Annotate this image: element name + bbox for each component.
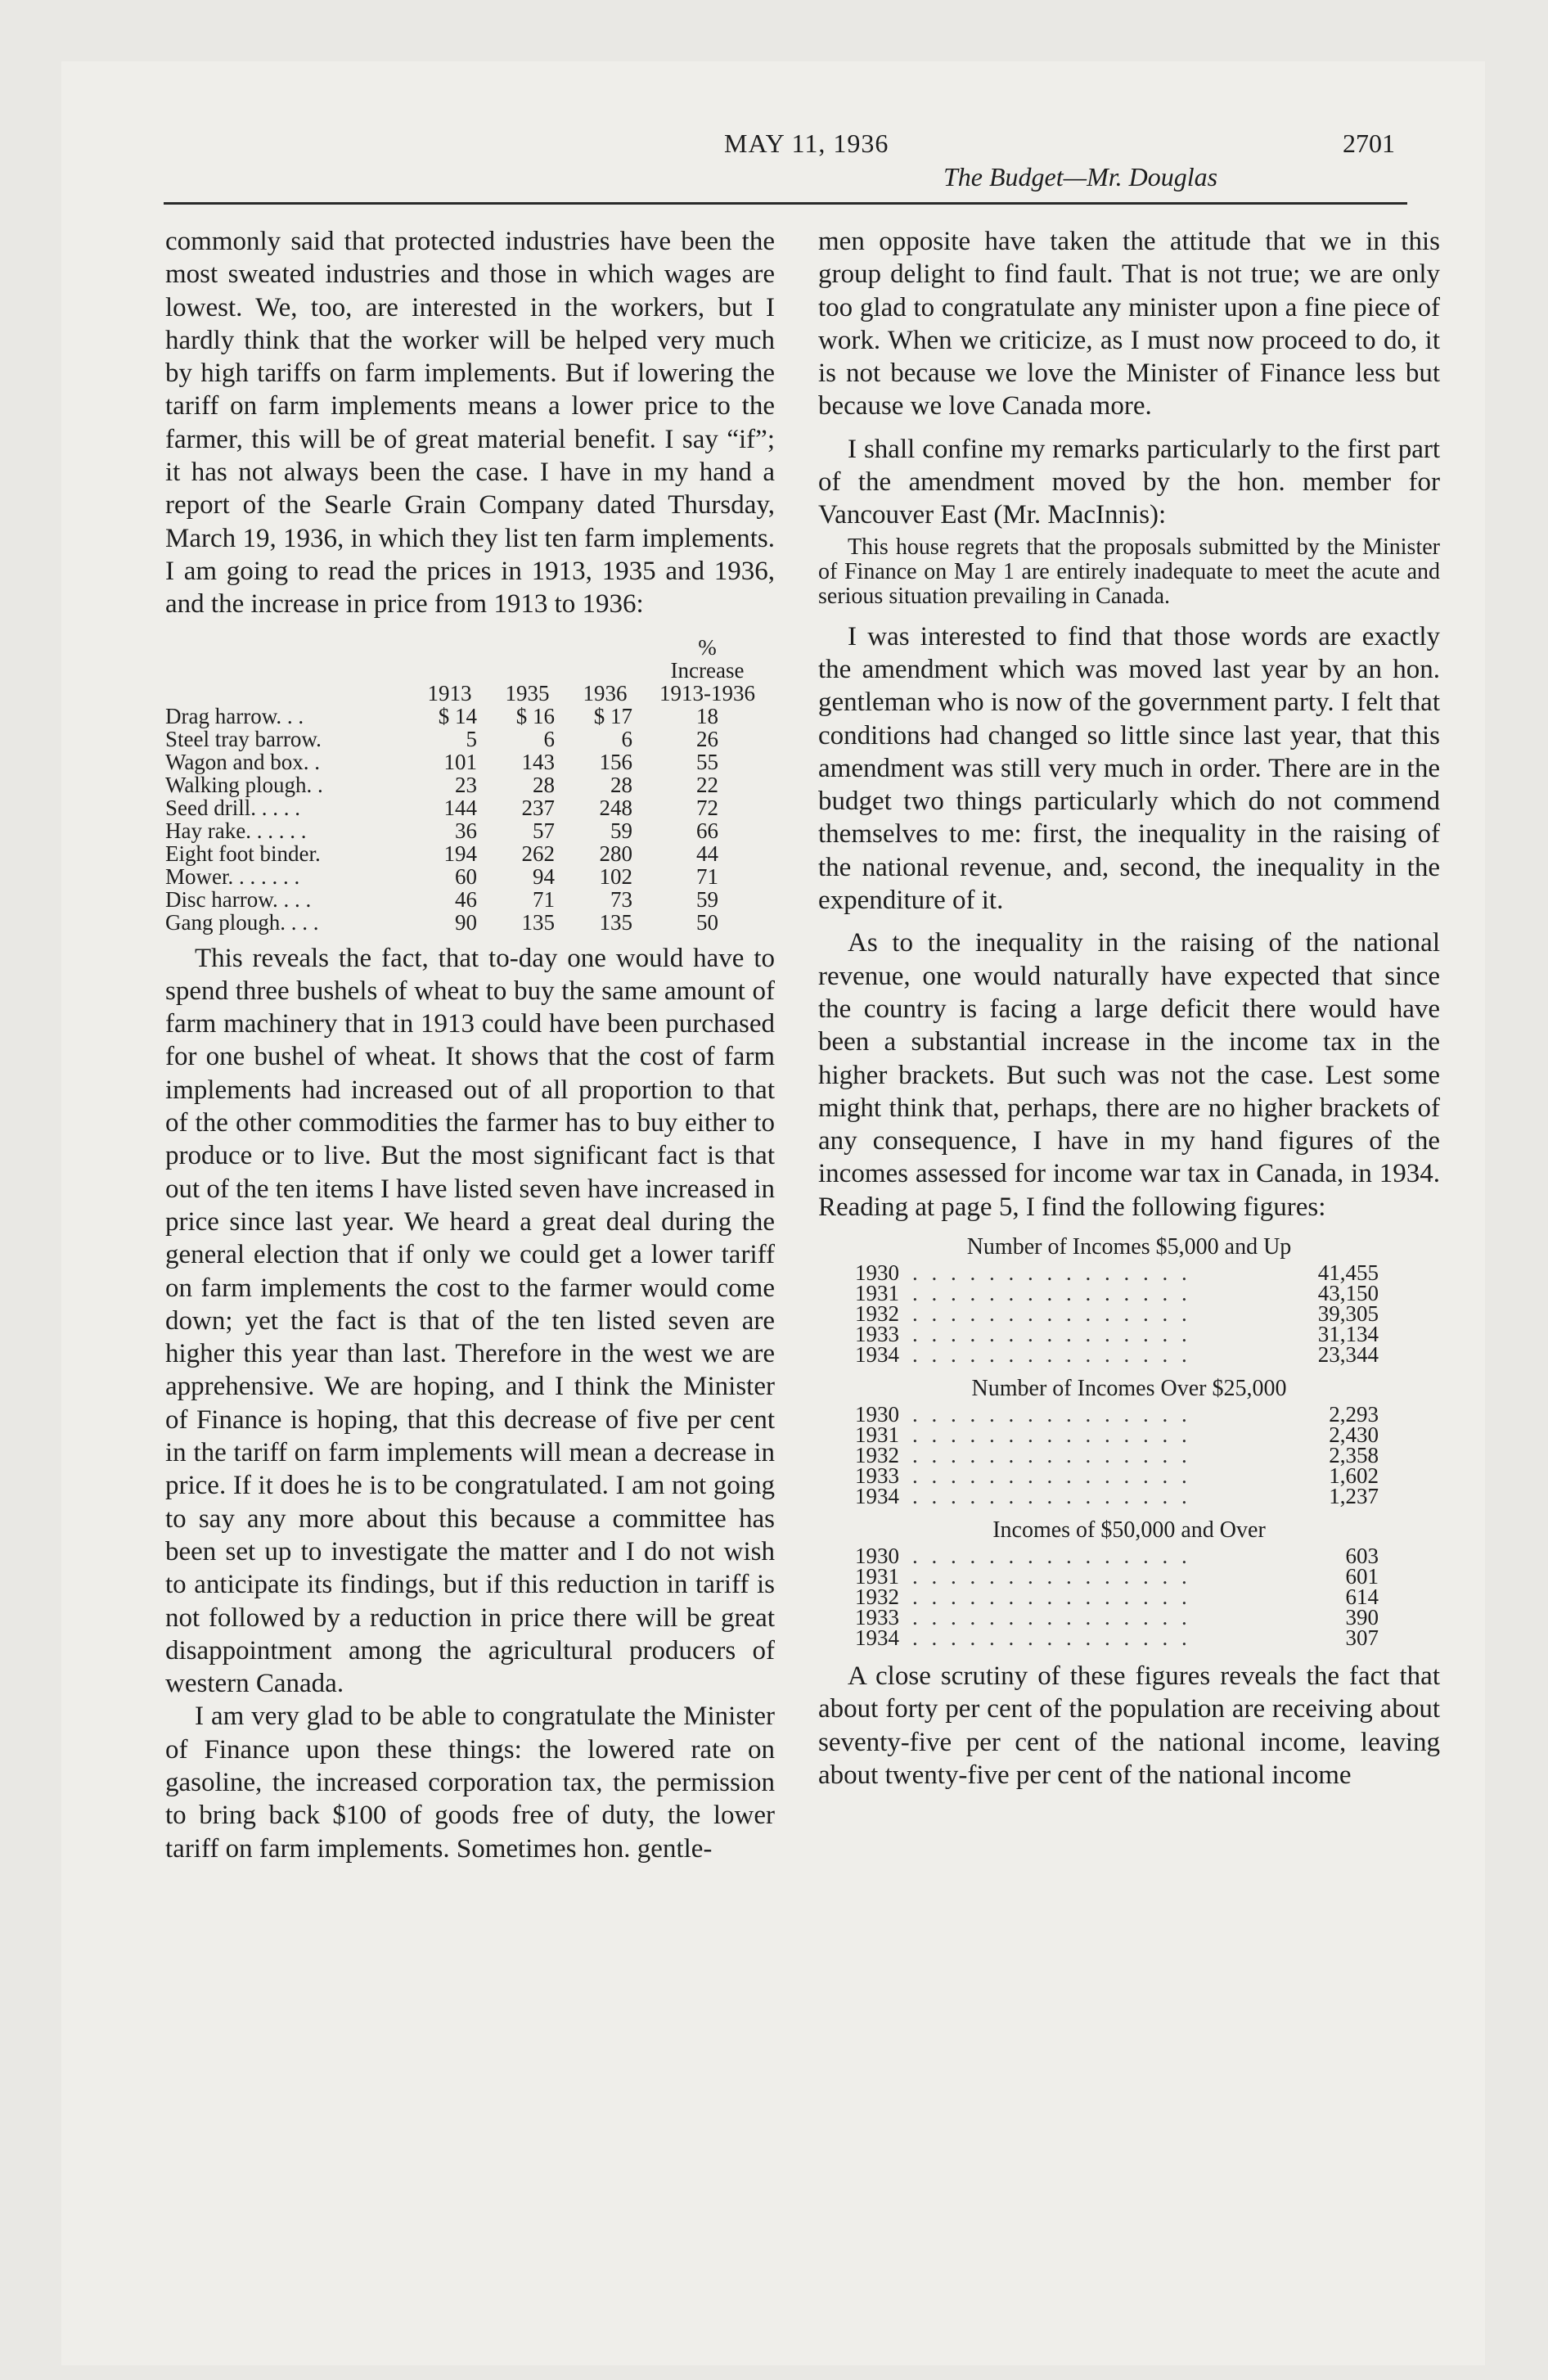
income-count: 601: [1345, 1564, 1379, 1589]
income-year: 1933: [855, 1322, 899, 1347]
dot-leader: . . . . . . . . . . . . . . .: [912, 1605, 1191, 1630]
implement-name: Gang plough. . . .: [165, 909, 319, 935]
dot-leader: . . . . . . . . . . . . . . .: [912, 1625, 1191, 1651]
income-count: 2,358: [1329, 1443, 1379, 1468]
dot-leader: . . . . . . . . . . . . . . .: [912, 1443, 1191, 1468]
right-paragraph-1: men opposite have taken the attitude that we in this group delight to find fault. That is not true; we are only too glad to congratulate any minister upon a fine piece of work. When we criticize, as I must now proceed to do, it is not because we love the Minister of Finance less but because we love Canada more.: [818, 227, 1440, 421]
income-block: [818, 1517, 1440, 1651]
implement-name: Mower. . . . . . .: [165, 863, 300, 889]
income-year: 1931: [855, 1564, 899, 1589]
price-1935: 135: [521, 909, 555, 935]
price-1913: 46: [455, 886, 477, 912]
quote-text: This house regrets that the proposals submitted by the Minister of Finance on May 1 are entirely inadequate to meet the acute and serious situation prevailing in Canada.: [818, 534, 1440, 609]
income-count: 1,602: [1329, 1463, 1379, 1489]
percent-increase: 18: [696, 703, 718, 728]
dot-leader: . . . . . . . . . . . . . . .: [912, 1281, 1191, 1306]
price-1935: 71: [533, 886, 555, 912]
percent-increase: 59: [696, 886, 718, 912]
price-1913: 90: [455, 909, 477, 935]
income-count: 41,455: [1317, 1260, 1379, 1286]
right-paragraph-4: As to the inequality in the raising of the national revenue, one would naturally have expected that since the country is facing a large deficit there would have been a substantial increase in the income tax in the higher brackets. But such was not the case. Lest some might think that, perhaps, there are no higher brackets of any consequence, I have in my hand figures of the incomes assessed for income war tax in Canada, in 1934. Reading at page 5, I find the following figures:: [818, 928, 1440, 1222]
price-1935: 57: [533, 818, 555, 843]
percent-increase: 71: [696, 863, 718, 889]
income-year: 1930: [855, 1402, 899, 1427]
dot-leader: . . . . . . . . . . . . . . .: [912, 1564, 1191, 1589]
price-1913: 144: [443, 795, 477, 820]
running-title: The Budget—Mr. Douglas: [943, 162, 1218, 192]
income-table-title: Incomes of $50,000 and Over: [992, 1517, 1266, 1544]
income-year: 1932: [855, 1443, 899, 1468]
implement-price-table: [165, 636, 771, 934]
price-1936: 102: [599, 863, 632, 889]
right-paragraph-3: I was interested to find that those words are exactly the amendment which was moved last year by an hon. gentleman who is now of the government party. I felt that conditions had changed so little since last year, that this amendment was still very much in order. There are in the budget two things particularly which do not commend themselves to me: first, the inequality in the raising of the national revenue, and, second, the inequality in the expenditure of it.: [818, 621, 1440, 916]
income-year: 1932: [855, 1584, 899, 1610]
income-count: 2,430: [1329, 1422, 1379, 1448]
income-year: 1934: [855, 1484, 899, 1509]
right-column: [818, 225, 1440, 1792]
dot-leader: . . . . . . . . . . . . . . .: [912, 1484, 1191, 1509]
increase-header: Increase: [670, 657, 745, 683]
percent-header: %: [698, 634, 717, 660]
left-paragraph-3: I am very glad to be able to congratulate the Minister of Finance upon these things: the lowered rate on gasoline, the increased corporation tax, the permission to bring back $100 of goods free of duty, the lower tariff on farm implements. Sometimes hon. gentle-: [165, 1702, 775, 1864]
income-year: 1930: [855, 1544, 899, 1569]
income-year: 1931: [855, 1422, 899, 1448]
income-count: 39,305: [1317, 1301, 1379, 1327]
price-1913: 36: [455, 818, 477, 843]
implement-name: Steel tray barrow.: [165, 726, 322, 751]
table-row: [165, 796, 771, 819]
page-number: 2701: [1343, 128, 1395, 158]
price-1936: 73: [610, 886, 632, 912]
left-paragraph-1: commonly said that protected industries have been the most sweated industries and those in which wages are lowest. We, too, are interested in the workers, but I hardly think that the worker will be helped very much by high tariffs on farm implements. But if lowering the tariff on farm implements means a lower price to the farmer, this will be of great material benefit. I say “if”; it has not always been the case. I have in my hand a report of the Searle Grain Company dated Thursday, March 19, 1936, in which they list ten farm implements. I am going to read the prices in 1913, 1935 and 1936, and the increase in price from 1913 to 1936:: [165, 227, 775, 620]
dot-leader: . . . . . . . . . . . . . . .: [912, 1402, 1191, 1427]
income-table-title: Number of Incomes Over $25,000: [971, 1376, 1287, 1402]
table-row: [165, 751, 771, 773]
col-1935: 1935: [505, 680, 550, 705]
left-paragraph-2: This reveals the fact, that to-day one would have to spend three bushels of wheat to buy the same amount of farm machinery that in 1913 could have been purchased for one bushel of wheat. It shows that the cost of farm implements had increased out of all proportion to that of the other commodities the farmer has to buy either to produce or to live. But the most significant fact is that out of the ten items I have listed seven have increased in price since last year. We heard a great deal during the general election that if only we could get a lower tariff on farm implements the cost to the farmer would come down; yet the fact is that of the ten listed seven are higher this year than last. Therefore in the west we are apprehensive. We are hoping, and I think the Minister of Finance is hoping, that this decrease of five per cent in the tariff on farm implements will mean a decrease in price. If it does he is to be congratulated. I am not going to say any more about this because a committee has been set up to investigate the matter and I do not wish to anticipate its findings, but if this reduction in tariff is not followed by a reduction in price there will be great disappointment among the agricultural producers of western Canada.: [165, 943, 775, 1699]
income-year: 1930: [855, 1260, 899, 1286]
implement-name: Eight foot binder.: [165, 841, 321, 866]
implement-name: Walking plough. .: [165, 772, 323, 797]
percent-increase: 66: [696, 818, 718, 843]
price-1935: 237: [521, 795, 555, 820]
table-row: [165, 911, 771, 934]
right-paragraph-5: A close scrutiny of these figures reveals the fact that about forty per cent of the population are receiving about seventy-five per cent of the national income, leaving about twenty-five per cent of the national income: [818, 1661, 1440, 1790]
price-1935: 94: [533, 863, 555, 889]
table-row: [855, 1486, 1379, 1507]
income-tables: [818, 1233, 1440, 1651]
price-1913: 194: [443, 841, 477, 866]
price-1935: $ 16: [515, 703, 555, 728]
percent-increase: 72: [696, 795, 718, 820]
income-count: 1,237: [1329, 1484, 1379, 1509]
col-range: 1913-1936: [659, 680, 755, 705]
price-1936: $ 17: [593, 703, 632, 728]
header-rule: [164, 202, 1407, 205]
price-1936: 59: [610, 818, 632, 843]
implement-name: Drag harrow. . .: [165, 703, 304, 728]
amendment-quote: [818, 535, 1440, 609]
price-1936: 280: [599, 841, 632, 866]
income-block: [818, 1233, 1440, 1368]
percent-increase: 55: [696, 749, 718, 774]
income-table: [855, 1260, 1379, 1368]
price-1913: 23: [455, 772, 477, 797]
header-date: MAY 11, 1936: [724, 128, 889, 158]
dot-leader: . . . . . . . . . . . . . . .: [912, 1584, 1191, 1610]
income-table: [855, 1544, 1379, 1651]
income-block: [818, 1375, 1440, 1507]
col-1913: 1913: [427, 680, 472, 705]
table-row: [855, 1345, 1379, 1365]
percent-increase: 26: [696, 726, 718, 751]
price-1936: 248: [599, 795, 632, 820]
price-1936: 135: [599, 909, 632, 935]
income-year: 1933: [855, 1463, 899, 1489]
table-row: [165, 888, 771, 911]
income-count: 43,150: [1317, 1281, 1379, 1306]
price-1913: $ 14: [438, 703, 477, 728]
table-header-row: [165, 682, 771, 705]
income-year: 1934: [855, 1625, 899, 1651]
price-1913: 5: [466, 726, 477, 751]
dot-leader: . . . . . . . . . . . . . . .: [912, 1422, 1191, 1448]
income-table-title: Number of Incomes $5,000 and Up: [966, 1234, 1292, 1260]
income-count: 390: [1345, 1605, 1379, 1630]
income-table: [855, 1404, 1379, 1507]
percent-increase: 44: [696, 841, 718, 866]
price-1936: 156: [599, 749, 632, 774]
income-count: 614: [1345, 1584, 1379, 1610]
price-1935: 6: [543, 726, 555, 751]
page-header: [61, 61, 1485, 209]
implement-name: Seed drill. . . . .: [165, 795, 300, 820]
table-row: [165, 865, 771, 888]
percent-increase: 50: [696, 909, 718, 935]
implement-name: Hay rake. . . . . .: [165, 818, 307, 843]
dot-leader: . . . . . . . . . . . . . . .: [912, 1544, 1191, 1569]
table-row: [165, 842, 771, 865]
implement-name: Disc harrow. . . .: [165, 886, 312, 912]
col-1936: 1936: [583, 680, 628, 705]
page: [61, 61, 1485, 2365]
income-year: 1933: [855, 1605, 899, 1630]
price-1936: 28: [610, 772, 632, 797]
price-1935: 143: [521, 749, 555, 774]
table-row: [165, 819, 771, 842]
dot-leader: . . . . . . . . . . . . . . .: [912, 1342, 1191, 1368]
income-count: 31,134: [1317, 1322, 1379, 1347]
implement-name: Wagon and box. .: [165, 749, 321, 774]
price-1913: 101: [443, 749, 477, 774]
table-row: [165, 728, 771, 751]
price-1913: 60: [455, 863, 477, 889]
price-1935: 262: [521, 841, 555, 866]
income-count: 23,344: [1317, 1342, 1379, 1368]
dot-leader: . . . . . . . . . . . . . . .: [912, 1260, 1191, 1286]
table-row: [165, 705, 771, 728]
price-1935: 28: [533, 772, 555, 797]
dot-leader: . . . . . . . . . . . . . . .: [912, 1322, 1191, 1347]
income-year: 1934: [855, 1342, 899, 1368]
right-paragraph-2: I shall confine my remarks particularly to the first part of the amendment moved by the hon. member for Vancouver East (Mr. MacInnis):: [818, 434, 1440, 530]
income-year: 1931: [855, 1281, 899, 1306]
income-count: 307: [1345, 1625, 1379, 1651]
dot-leader: . . . . . . . . . . . . . . .: [912, 1301, 1191, 1327]
price-1936: 6: [621, 726, 632, 751]
percent-increase: 22: [696, 772, 718, 797]
income-count: 2,293: [1329, 1402, 1379, 1427]
dot-leader: . . . . . . . . . . . . . . .: [912, 1463, 1191, 1489]
income-year: 1932: [855, 1301, 899, 1327]
income-count: 603: [1345, 1544, 1379, 1569]
table-row: [855, 1628, 1379, 1648]
table-row: [165, 773, 771, 796]
left-column: [165, 225, 775, 1865]
